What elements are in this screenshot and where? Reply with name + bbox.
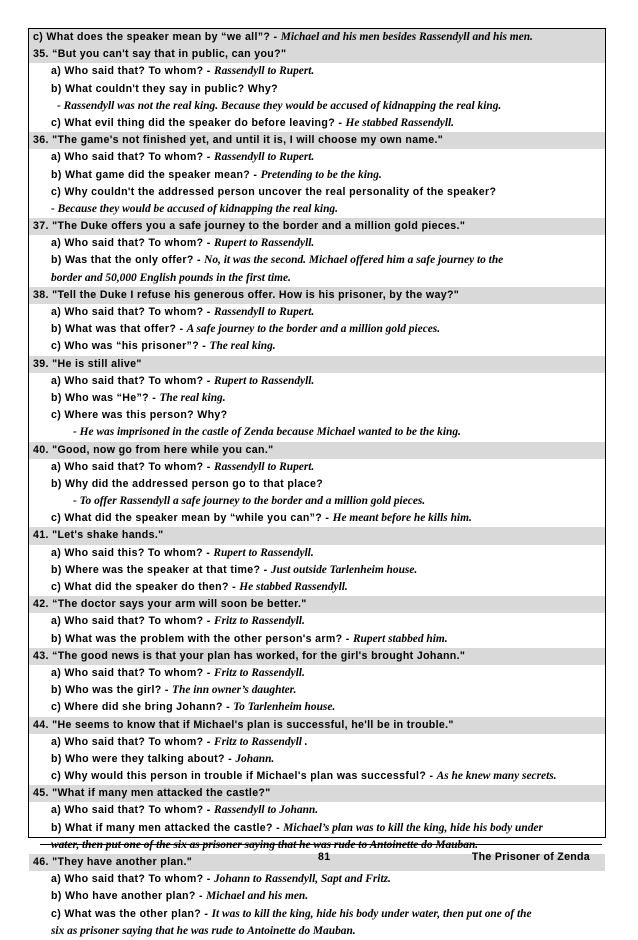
question-a	[29, 545, 605, 562]
question-b	[29, 751, 605, 768]
answer-text: Michael’s plan was to kill the king, hide his body under	[283, 821, 543, 834]
question-text: b) What game did the speaker mean? -	[51, 168, 261, 181]
question-b	[29, 631, 605, 648]
book-title: The Prisoner of Zenda	[471, 851, 590, 863]
section-41-heading: 41. "Let's shake hands."	[29, 527, 605, 544]
question-a	[29, 665, 605, 682]
answer-text: Rupert to Rassendyll.	[213, 237, 315, 250]
question-a	[29, 802, 605, 819]
question-a	[29, 235, 605, 252]
question-c	[29, 579, 605, 596]
section-43-heading: 43. “The good news is that your plan has worked, for the girl's brought Johann."	[29, 648, 605, 665]
answer-text: The real king.	[159, 391, 226, 404]
answer-text: Rupert to Rassendyll.	[213, 546, 314, 559]
answer-text: As he knew many secrets.	[436, 770, 557, 783]
answer-text: Michael and his men besides Rassendyll and his men.	[280, 31, 533, 43]
section-39-heading: 39. "He is still alive"	[29, 356, 605, 373]
question-text: b) What if many men attacked the castle? -	[51, 821, 284, 834]
answer-text: He meant before he kills him.	[332, 512, 472, 525]
section-36-heading: 36. "The game's not finished yet, and until it is, I will choose my own name."	[29, 132, 605, 149]
answer-text: Johann to Rassendyll, Sapt and Fritz.	[213, 873, 391, 886]
question-c: c) Why couldn't the addressed person uncover the real personality of the speaker?	[51, 185, 497, 198]
answer-continuation: water, then put one of the six as prisoner saying that he was rude to Antoinette do Mauban.	[51, 838, 479, 851]
answer-text: Johann.	[235, 752, 275, 765]
answer-text: Rassendyll to Rupert.	[213, 65, 315, 78]
question-b	[29, 321, 605, 338]
answer-text: - To offer Rassendyll a safe journey to the border and a million gold pieces.	[73, 495, 426, 508]
question-text: c) What does the speaker mean by “we all”? -	[33, 31, 281, 43]
question-a	[29, 149, 605, 166]
question-b	[29, 390, 605, 407]
question-text: a) Who said that? To whom? -	[51, 65, 214, 78]
question-b: b) What couldn't they say in public? Why?	[51, 82, 278, 95]
question-a	[29, 304, 605, 321]
question-text: a) Who said that? To whom? -	[51, 804, 214, 817]
question-text: b) Who was “He”? -	[51, 391, 160, 404]
answer-text: Just outside Tarlenheim house.	[270, 563, 418, 576]
question-b	[29, 252, 605, 269]
question-a	[29, 613, 605, 630]
question-b: b) Why did the addressed person go to that place?	[51, 477, 324, 490]
question-c	[29, 338, 605, 355]
question-b	[29, 682, 605, 699]
question-text: c) What did the speaker do then? -	[51, 581, 240, 593]
question-text: a) Who said that? To whom? -	[51, 735, 214, 748]
question-text: b) Who were they talking about? -	[51, 752, 236, 765]
section-44-heading: 44. "He seems to know that if Michael's plan is successful, he'll be in trouble."	[29, 717, 605, 734]
question-text: c) Who was “his prisoner”? -	[51, 340, 210, 353]
question-text: a) Who said that? To whom? -	[51, 374, 214, 387]
answer-text: - Rassendyll was not the real king. Because they would be accused of kidnapping the real king.	[57, 99, 502, 112]
continued-question	[29, 29, 605, 46]
section-42-heading: 42. “The doctor says your arm will soon be better."	[29, 596, 605, 613]
answer-text: He stabbed Rassendyll.	[239, 581, 348, 593]
answer-text: Fritz to Rassendyll.	[213, 666, 305, 679]
answer-continuation: border and 50,000 English pounds in the first time.	[51, 271, 291, 284]
question-text: a) Who said that? To whom? -	[51, 615, 214, 628]
section-46-heading: 46. "They have another plan."	[29, 854, 605, 871]
section-37-heading: 37. "The Duke offers you a safe journey to the border and a million gold pieces."	[29, 218, 605, 235]
answer-text: Pretending to be the king.	[260, 168, 382, 181]
question-text: c) Where did she bring Johann? -	[51, 701, 234, 714]
answer-text: He stabbed Rassendyll.	[345, 116, 455, 129]
question-a	[29, 871, 605, 888]
question-a	[29, 734, 605, 751]
answer-text: The inn owner’s daughter.	[172, 684, 297, 697]
question-b	[29, 562, 605, 579]
question-text: a) Who said that? To whom? -	[51, 460, 214, 473]
question-c: c) Where was this person? Why?	[51, 409, 228, 422]
answer-text: Rupert stabbed him.	[352, 632, 448, 645]
answer-text: No, it was the second. Michael offered him a safe journey to the	[204, 254, 504, 267]
question-text: a) Who said that? To whom? -	[51, 666, 214, 679]
question-c	[29, 699, 605, 716]
question-c	[29, 906, 605, 923]
question-text: c) What was the other plan? -	[51, 907, 212, 920]
answer-text: Rassendyll to Johann.	[213, 804, 319, 817]
question-b	[29, 820, 605, 837]
answer-text: The real king.	[209, 340, 276, 353]
question-a	[29, 459, 605, 476]
question-text: b) Who was the girl? -	[51, 684, 173, 697]
question-text: c) What evil thing did the speaker do before leaving? -	[51, 116, 346, 129]
question-text: a) Who said that? To whom? -	[51, 306, 214, 318]
question-text: a) Who said that? To whom? -	[51, 237, 214, 250]
answer-text: - Because they would be accused of kidnapping the real king.	[51, 202, 338, 215]
question-c	[29, 510, 605, 527]
answer-text: Fritz to Rassendyll .	[213, 735, 308, 748]
answer-text: To Tarlenheim house.	[233, 701, 336, 714]
answer-text: Rupert to Rassendyll.	[213, 374, 315, 387]
question-text: b) What was that offer? -	[51, 323, 187, 336]
question-text: c) Why would this person in trouble if Michael's plan was successful? -	[51, 770, 437, 783]
section-35-heading: 35. “But you can't say that in public, can you?"	[29, 46, 605, 63]
question-c	[29, 768, 605, 785]
question-a	[29, 63, 605, 80]
question-a	[29, 373, 605, 390]
question-text: a) Who said that? To whom? -	[51, 151, 214, 164]
answer-text: Fritz to Rassendyll.	[213, 615, 305, 628]
answer-text: It was to kill the king, hide his body under water, then put one of the	[211, 907, 532, 920]
answer-text: Rassendyll to Rupert.	[213, 460, 315, 473]
question-text: b) Who have another plan? -	[51, 890, 207, 903]
section-38-heading: 38. "Tell the Duke I refuse his generous offer. How is his prisoner, by the way?"	[29, 287, 605, 304]
page-number: 81	[318, 851, 331, 863]
answer-continuation: six as prisoner saying that he was rude to Antoinette do Mauban.	[51, 924, 356, 937]
question-text: b) What was the problem with the other person's arm? -	[51, 632, 353, 645]
question-text: b) Where was the speaker at that time? -	[51, 563, 271, 576]
answer-text: Rassendyll to Rupert.	[213, 306, 315, 318]
question-b	[29, 167, 605, 184]
section-40-heading: 40. "Good, now go from here while you can."	[29, 442, 605, 459]
page-footer	[40, 844, 602, 863]
answer-text: Michael and his men.	[206, 890, 309, 903]
answer-text: - He was imprisoned in the castle of Zenda because Michael wanted to be the king.	[73, 426, 461, 439]
question-text: b) Was that the only offer? -	[51, 254, 205, 267]
question-c	[29, 115, 605, 132]
question-text: a) Who said this? To whom? -	[51, 546, 214, 559]
question-text: c) What did the speaker mean by “while you can”? -	[51, 512, 333, 525]
question-text: a) Who said that? To whom? -	[51, 873, 214, 886]
answer-text: A safe journey to the border and a million gold pieces.	[186, 323, 441, 336]
section-45-heading: 45. "What if many men attacked the castle?"	[29, 785, 605, 802]
answer-text: Rassendyll to Rupert.	[213, 151, 315, 164]
